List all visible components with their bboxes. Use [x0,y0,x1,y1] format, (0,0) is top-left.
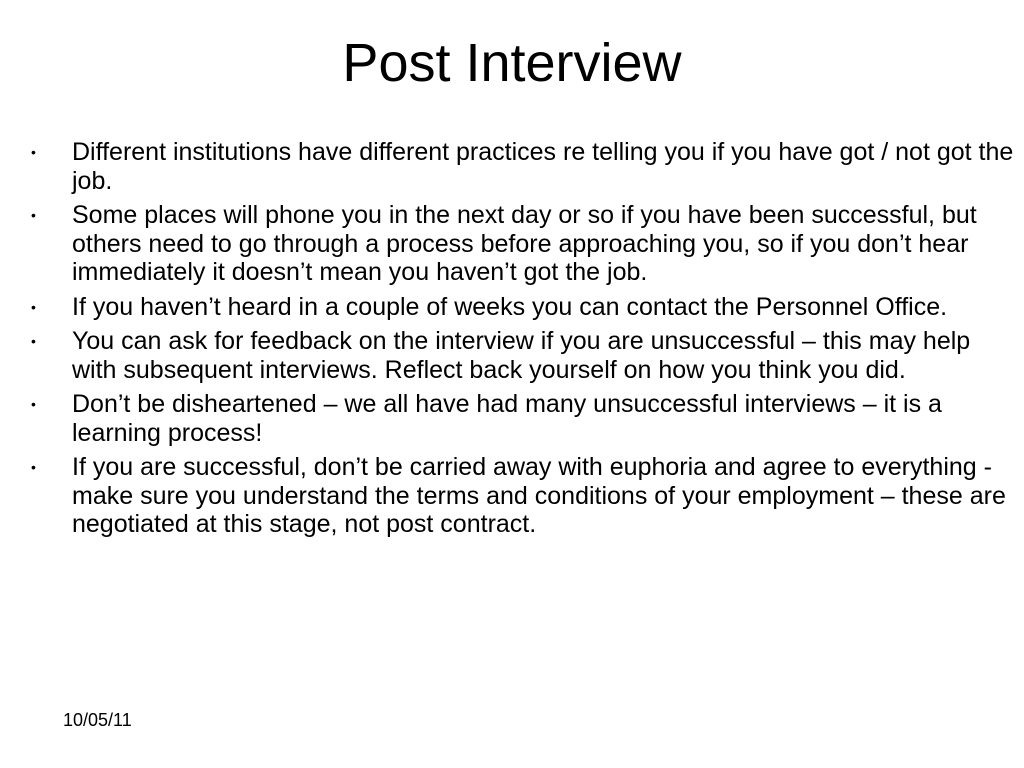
bullet-item [24,138,1014,195]
bullet-item [24,293,1014,322]
slide-date: 10/05/11 [63,710,132,730]
bullet-icon: • [31,298,36,315]
bullet-text: Different institutions have different practices re telling you if you have got / not got the job. [72,138,1014,195]
bullet-icon: • [31,333,36,349]
bullet-text: Don’t be disheartened – we all have had many unsuccessful interviews – it is a learning process! [72,390,942,447]
bullet-text: If you are successful, don’t be carried away with euphoria and agree to everything - make sure you understand the terms and conditions of your employment – these are negotiated at this stage, not post contract. [72,453,1006,538]
bullet-item [24,201,1014,287]
bullet-item [24,390,1014,447]
bullet-icon: • [31,207,36,223]
bullet-icon: • [31,144,36,160]
bullet-icon: • [31,396,36,412]
bullet-text: Some places will phone you in the next day or so if you have been successful, but others need to go through a process before approaching you, so if you don’t hear immediately it doesn’t mean you haven’t got the job. [72,201,977,286]
bullet-text: If you haven’t heard in a couple of weeks you can contact the Personnel Office. [72,292,948,321]
bullet-list [24,138,1014,545]
slide-title: Post Interview [342,33,682,93]
bullet-text: You can ask for feedback on the interview if you are unsuccessful – this may help with subsequent interviews. Reflect back yourself on how you think you did. [72,327,971,384]
bullet-icon: • [31,459,36,475]
bullet-item [24,453,1014,539]
bullet-item [24,327,1014,384]
